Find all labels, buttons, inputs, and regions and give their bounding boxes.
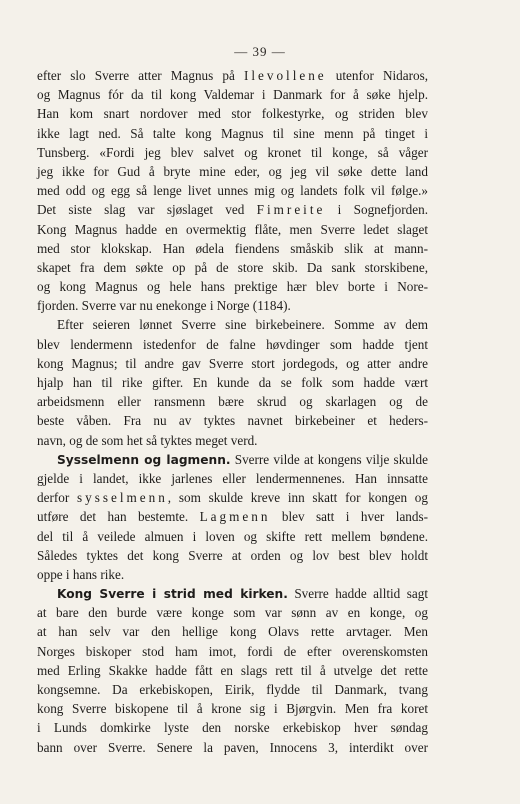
text-run: oppe i hans rike. — [37, 566, 125, 582]
page-number: — 39 — — [234, 44, 286, 59]
text-line — [37, 488, 428, 507]
text-run: med stor klokskap. Han ødela fiendens småskib slik at mann- — [37, 240, 428, 256]
text-run: kong Magnus; til andre gav Sverre stort jordegods, og atter andre — [37, 355, 428, 371]
text-line — [37, 680, 428, 699]
text-run: hjalp han til rike gifter. En kunde da se folk som hadde vært — [37, 375, 428, 390]
text-run: blev satt i hver lands- — [270, 509, 429, 525]
text-run: at han selv var den hellige kong Olavs rette arvtager. Men — [37, 624, 428, 640]
text-run: Sverre vilde at kongens vilje skulde — [230, 451, 428, 467]
section-heading: Kong Sverre i strid med kirken. — [57, 587, 288, 602]
text-run: utføre det han bestemte. — [37, 509, 200, 525]
text-line — [37, 181, 428, 200]
text-line — [37, 603, 428, 622]
text-line — [37, 469, 428, 488]
text-line — [37, 450, 428, 469]
text-line — [37, 143, 428, 162]
emphasized-term: Ilevollene — [243, 68, 327, 83]
emphasized-term: sysselmenn — [76, 490, 168, 506]
text-line — [37, 354, 428, 373]
text-run: i Sognefjorden. — [325, 202, 429, 218]
text-line — [37, 411, 428, 430]
text-run: beste våben. Fra nu av tyktes navnet birkebeiner et heders- — [37, 413, 428, 429]
text-run: kong Sverre biskopene til å krone sig i Bjørgvin. Men fra koret — [37, 701, 428, 717]
text-line — [37, 124, 428, 143]
text-line — [37, 335, 428, 354]
text-line — [37, 392, 428, 411]
text-run: Således tyktes det kong Sverre at orden og lov best blev holdt — [37, 547, 428, 563]
text-run: med odd og egg så lenge livet unnes mig og landets folk vil følge.» — [37, 183, 428, 199]
text-line — [37, 738, 428, 757]
text-line — [37, 315, 428, 334]
text-run: kongsemne. Da erkebiskopen, Eirik, flydde til Danmark, tvang — [37, 682, 428, 697]
text-line — [37, 565, 428, 584]
text-line — [37, 104, 428, 123]
text-run: skapet fra dem søkte op på de store skib. Da sank storskibene, — [37, 259, 428, 275]
text-run: fjorden. Sverre var nu enekonge i Norge (1184). — [37, 298, 291, 314]
text-run: og kong Magnus og hele hans prektige hær blev borte i Nore- — [37, 279, 428, 295]
text-run: ikke lagt ned. Så talte kong Magnus til sine menn på tinget i — [37, 125, 428, 141]
text-line — [37, 239, 428, 258]
text-run: Sverre hadde alltid sagt — [287, 586, 428, 602]
emphasized-term: Lagmenn — [199, 509, 271, 525]
text-run: blev lendermenn istedenfor de falne høvdinger som hadde tjent — [37, 336, 428, 352]
text-line — [37, 258, 428, 277]
text-run: jeg ikke for Gud å bryte mine eder, og jeg vil søke dette land — [37, 163, 428, 179]
text-run: navn, og de som het så tyktes meget verd. — [37, 432, 258, 448]
text-line — [37, 431, 428, 450]
text-line — [37, 296, 428, 315]
text-run: Han kom snart nordover med stor folkestyrke, og striden blev — [37, 106, 428, 122]
text-line — [37, 642, 428, 661]
text-line — [37, 277, 428, 296]
text-line — [37, 66, 428, 85]
text-run: gjelde i landet, ikke jarlenes eller lendermennenes. Han innsatte — [37, 470, 428, 486]
text-run: Det siste slag var sjøslaget ved — [37, 202, 257, 218]
body-text — [37, 66, 428, 757]
text-line — [37, 162, 428, 181]
text-run: med Erling Skakke hadde fått en slags rett til å utvelge det rette — [37, 662, 428, 678]
text-run: arbeidsmenn eller ransmenn bære skrud og skarlagen og de — [37, 394, 428, 410]
text-line — [37, 220, 428, 239]
text-run: Norges biskoper stod ham imot, fordi de efter overenskomsten — [37, 643, 428, 659]
text-line — [37, 661, 428, 680]
emphasized-term: Fimreite — [256, 202, 326, 218]
text-line — [37, 527, 428, 546]
text-line — [37, 507, 428, 526]
text-run: Kong Magnus hadde en overmektig flåte, men Sverre ledet slaget — [37, 221, 428, 237]
text-line — [37, 718, 428, 737]
text-line — [37, 85, 428, 104]
text-run: del til å veilede almuen i loven og skifte rett mellem bøndene. — [37, 528, 428, 544]
text-line — [37, 373, 428, 392]
text-run: utenfor Nidaros, — [326, 68, 429, 83]
section-heading: Sysselmenn og lagmenn. — [57, 452, 231, 467]
text-run: , som skulde kreve inn skatt for kongen og — [167, 490, 428, 506]
text-run: Tunsberg. «Fordi jeg blev salvet og kronet til konge, så våger — [37, 144, 428, 160]
text-line — [37, 584, 428, 603]
text-run: i Lunds domkirke lyste den norske erkebiskop hver søndag — [37, 720, 428, 736]
text-run: derfor — [37, 490, 77, 506]
text-run: og Magnus fór da til kong Valdemar i Danmark for å søke hjelp. — [37, 87, 428, 103]
text-line — [37, 200, 428, 219]
text-run: Efter seieren lønnet Sverre sine birkebeinere. Somme av dem — [57, 317, 428, 333]
text-line — [37, 546, 428, 565]
text-line — [37, 622, 428, 641]
text-run: bann over Sverre. Senere la paven, Innocens 3, interdikt over — [37, 739, 428, 755]
text-run: efter slo Sverre atter Magnus på — [37, 68, 244, 83]
text-run: at bare den burde være konge som var sønn av en konge, og — [37, 605, 428, 621]
text-line — [37, 699, 428, 718]
